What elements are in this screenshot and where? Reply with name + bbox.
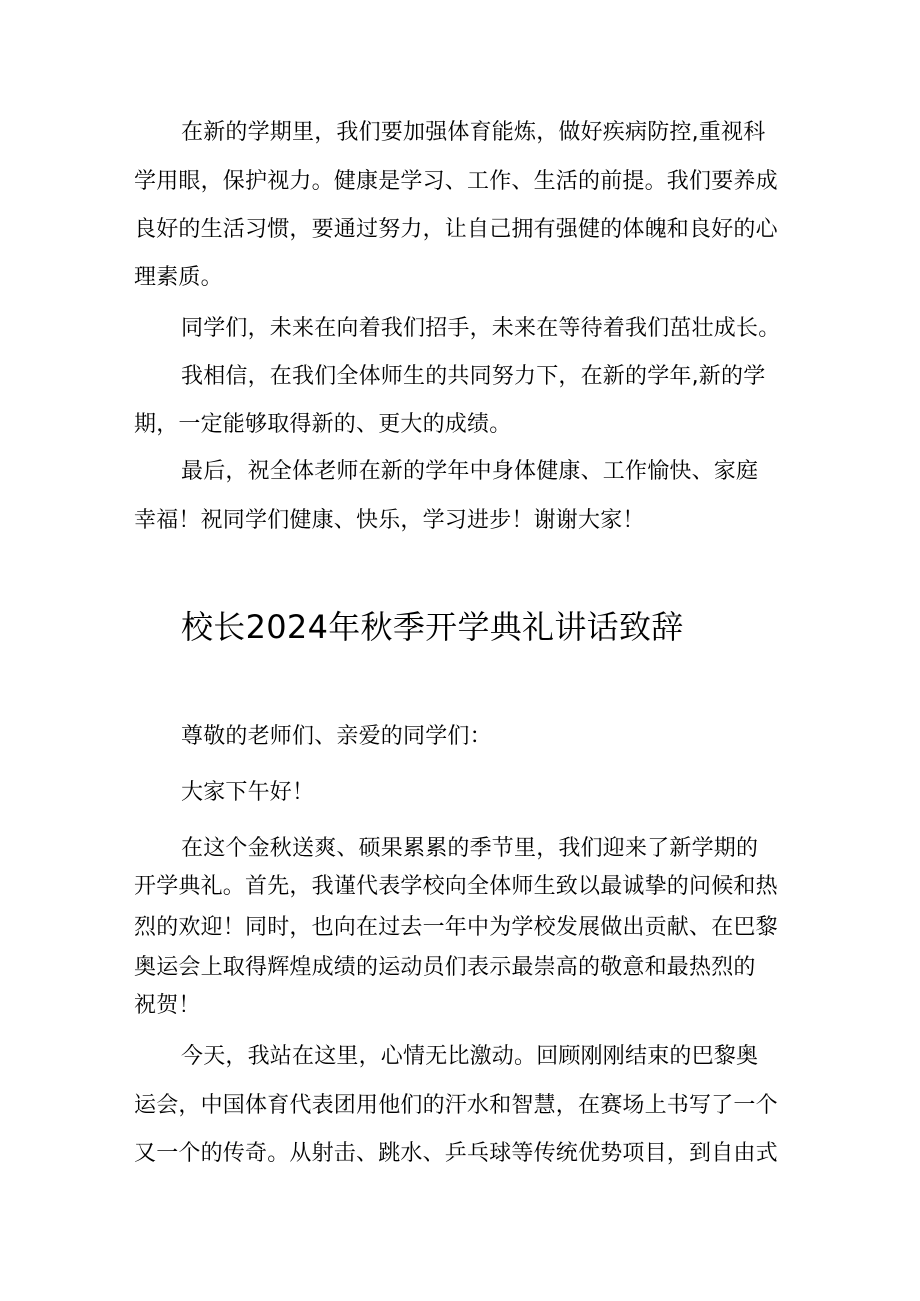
paragraph-line: 学用眼，保护视力。健康是学习、工作、生活的前提。我们要养成 [134,169,778,194]
paragraph-line: 良好的生活习惯，要通过努力，让自己拥有强健的体魄和良好的心 [134,217,778,242]
paragraph-line: 理素质。 [134,265,223,290]
paragraph-line: 期，一定能够取得新的、更大的成绩。 [134,412,512,437]
paragraph-line: 在这个金秋送爽、硕果累累的季节里，我们迎来了新学期的 [181,836,759,861]
paragraph-line: 今天，我站在这里，心情无比激动。回顾刚刚结束的巴黎奥 [181,1044,759,1069]
salutation-line: 尊敬的老师们、亲爱的同学们： [181,724,492,749]
paragraph-line: 开学典礼。首先，我谨代表学校向全体师生致以最诚挚的问候和热 [134,874,778,899]
paragraph-line: 同学们，未来在向着我们招手，未来在等待着我们茁壮成长。 [181,316,781,341]
paragraph-line: 烈的欢迎！同时，也向在过去一年中为学校发展做出贡献、在巴黎 [134,915,778,940]
paragraph-line: 奥运会上取得辉煌成绩的运动员们表示最崇高的敬意和最热烈的 [134,955,756,980]
paragraph-line: 幸福！祝同学们健康、快乐，学习进步！谢谢大家！ [134,508,645,533]
document-title: 校长2024年秋季开学典礼讲话致辞 [181,608,684,646]
paragraph-line: 祝贺！ [134,993,201,1018]
paragraph-line: 我相信，在我们全体师生的共同努力下，在新的学年,新的学 [181,364,766,389]
paragraph-line: 最后，祝全体老师在新的学年中身体健康、工作愉快、家庭 [181,459,759,484]
paragraph-line: 又一个的传奇。从射击、跳水、乒乓球等传统优势项目，到自由式 [134,1141,778,1166]
greeting-line: 大家下午好！ [181,780,315,805]
paragraph-line: 在新的学期里，我们要加强体育能炼，做好疾病防控,重视科 [181,120,766,145]
paragraph-line: 运会，中国体育代表团用他们的汗水和智慧，在赛场上书写了一个 [134,1093,778,1118]
